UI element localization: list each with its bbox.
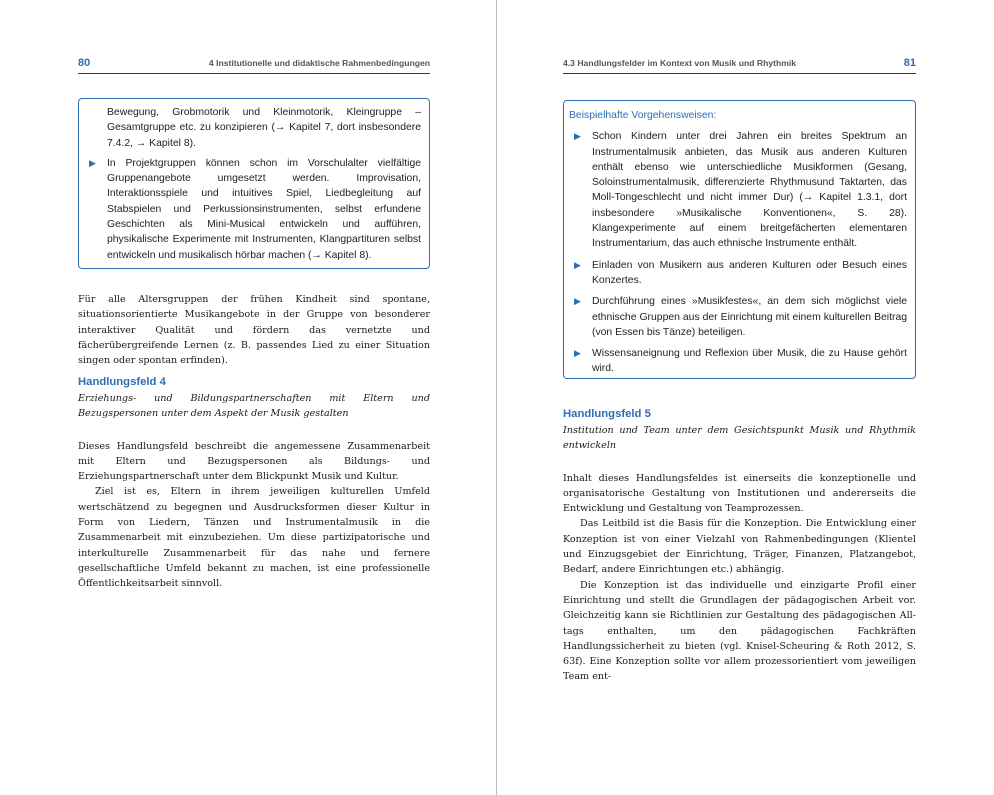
bullet-triangle-icon: ▶ [574,296,581,307]
right-page [563,0,916,795]
field4-section [78,376,430,592]
page-number: 80 [78,57,91,69]
box-item: ▶ Durchführung eines »Musikfestes«, an dem sich möglichst viele ethnische Gruppen aus der Einrichtung mit einem kulturellen Beitrag (von Essen bis Tänze) beteiligen. [574,296,907,338]
right-page-header [563,57,916,74]
section-heading: Handlungsfeld 4 [78,376,166,388]
bullet-triangle-icon: ▶ [574,259,581,270]
bullet-triangle-icon: ▶ [574,131,581,142]
body-paragraph: Inhalt dieses Handlungsfeldes ist einerseits die konzeptionelle und organisatorische Gestaltung von Institutionen und andererseits die Entwicklung und Gestaltung von Teamprozessen. [563,472,916,515]
bullet-triangle-icon: ▶ [574,348,581,359]
box-item: Bewegung, Grobmotorik und Kleinmotorik, Kleingruppe – Gesamtgruppe etc. zu konzipieren (→ Kapitel 7, dort insbesondere 7.4.2, → Kapitel 8). [107,107,421,149]
body-paragraph: Ziel ist es, Eltern in ihrem jeweiligen kulturellen Umfeld wertschätzend zu begegnen und Ausdrucksformen dieser Kultur in Form von Liedern, Tänzen und Instrumentalmusik in die Zusammenarbeit mit einzubeziehen. Um diese partizipatorische und interkulturelle Zusammenarbeit für das nahe und fernere gesellschaftliche Umfeld bekannt zu machen, ist eine professionelle Öffentlichkeitsarbeit sinnvoll. [78,486,430,590]
running-head: 4.3 Handlungsfelder im Kontext von Musik und Rhythmik [563,58,797,68]
body-paragraph: Dieses Handlungsfeld beschreibt die angemessene Zusammenarbeit mit Eltern und Bezugspersonen als Bildungs- und Erziehungspartnerschaft unter dem Blickpunkt Musik und Kultur. [78,440,430,483]
book-spine [496,0,497,795]
body-paragraph: Das Leitbild ist die Basis für die Konzeption. Die Entwicklung einer Konzeption ist von einer Vielzahl von Rahmenbedingungen (Klientel und Einzugsgebiet der Einrichtung, Träger, Finanzen, Platzangebot, Bedarf, andere Einrichtungen etc.) abhängig. [563,518,916,576]
section-heading: Handlungsfeld 5 [563,408,651,420]
info-box-continued [78,98,430,269]
box-item: ▶ Einladen von Musikern aus anderen Kulturen oder Besuch eines Konzertes. [574,259,907,286]
body-paragraph: Die Konzeption ist das individuelle und einzigarte Profil einer Einrichtung und stellt die Grundlagen der pädagogischen Arbeit vor. Gleichzeitig kann sie Richtlinien zur Gestaltung des pädagogischen All-tags enthalten, um den pädagogischen Fachkräften Handlungssicherheit zu bieten (vgl. Knisel-Scheuring & Roth 2012, S. 63f). Eine Konzeption sollte vor allem prozessorientiert vom jeweiligen Team ent- [563,579,916,683]
field5-section [563,408,916,685]
left-page-header [78,57,430,74]
box-item: ▶ Schon Kindern unter drei Jahren ein breites Spektrum an Instrumentalmusik anbieten, das Musik aus anderen Kulturen enthält ebenso wie unterschiedliche Musikformen (Gesang, Soloinstrumentalmusik, differenzierte Rhythmusund Taktarten, das Moll-Tongeschlecht und nicht immer Dur) (→ Kapitel 1.3.1, dort insbesondere »Musikalische Konventionen«, S. 28). Klangexperimente auf einem breitgefächerten elementaren Instrumentarium, das auch ethnische Instrumente enthält. [574,131,907,250]
running-head: 4 Institutionelle und didaktische Rahmenbedingungen [208,58,430,68]
bullet-triangle-icon: ▶ [89,157,96,168]
examples-box [563,100,916,379]
box-title: Beispielhafte Vorgehensweisen: [569,110,717,121]
body-paragraph: Für alle Altersgruppen der frühen Kindheit sind spontane, situationsorientierte Musikangebote in der Gruppe von besonderer interaktiver Qualität und fördern das vernetzte und fächerübergreifende Lernen (z. B. passendes Lied zu einer Situation singen oder spontan erfinden). [78,294,430,367]
left-page [78,0,430,795]
box-item: ▶ Wissensaneignung und Reflexion über Musik, die zu Hause gehört wird. [574,348,907,375]
page-number: 81 [903,57,916,69]
section-subtitle: Erziehungs- und Bildungspartnerschaften mit Eltern und Bezugspersonen unter dem Aspekt der Musik gestalten [78,393,430,420]
intro-section [78,292,430,368]
section-subtitle: Institution und Team unter dem Gesichtspunkt Musik und Rhythmik entwickeln [563,425,916,452]
box-item: ▶ In Projektgruppen können schon im Vorschulalter vielfältige Gruppenangebote umgesetzt werden. Improvisation, Interaktionsspiele und intuitives Spiel, Liedbegleitung auf Stabspielen und Perkussionsinstrumenten, selbst erfundene Geschichten als Mini-Musical entwickeln und aufführen, physikalische Experimente mit Instrumenten, Klangpartituren selbst entwickeln und musikalisch hörbar machen (→ Kapitel 8). [89,157,421,261]
